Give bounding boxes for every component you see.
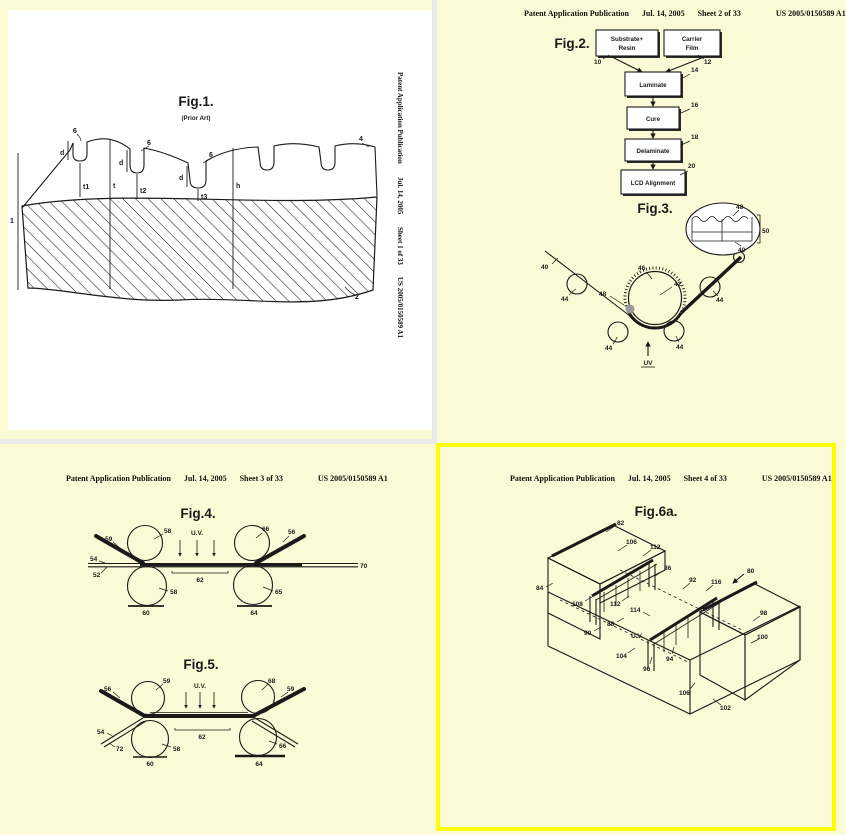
ref-114: 114 xyxy=(630,607,641,614)
ref-68: 68 xyxy=(268,678,276,685)
ref-66: 66 xyxy=(262,526,270,533)
fig1-title: Fig.1. xyxy=(178,94,214,109)
fig1-group xyxy=(10,94,377,302)
ref-14: 14 xyxy=(691,67,699,74)
sheet3-header xyxy=(66,474,388,483)
ref-100: 100 xyxy=(757,634,768,641)
ref-54: 54 xyxy=(97,729,105,736)
uv-label: UV xyxy=(643,360,653,367)
flow-box-label: Laminate xyxy=(639,82,667,89)
ref-h: h xyxy=(236,183,241,190)
ref-40: 40 xyxy=(541,264,549,271)
ref-44: 44 xyxy=(716,297,724,304)
ref-t2: t2 xyxy=(140,188,147,195)
ref-20: 20 xyxy=(688,163,696,170)
ref-42: 42 xyxy=(674,281,682,288)
fig2-flowchart xyxy=(554,30,722,196)
publication-date: Jul. 14, 2005 xyxy=(627,474,671,483)
ref-12: 12 xyxy=(704,59,712,66)
ref-88: 88 xyxy=(607,621,615,628)
sheet4-header xyxy=(510,474,832,483)
flow-box-substrate-resin xyxy=(596,30,658,56)
ref-58: 58 xyxy=(164,528,172,535)
ref-44: 44 xyxy=(676,344,684,351)
fig1-subtitle: (Prior Art) xyxy=(181,115,211,122)
ref-116: 116 xyxy=(711,579,722,586)
fig3-drawing xyxy=(541,201,770,367)
ref-98: 98 xyxy=(760,610,768,617)
publication-label: Patent Application Publication xyxy=(396,72,404,164)
ref-64: 64 xyxy=(255,761,263,768)
ref-106: 106 xyxy=(679,690,690,697)
ref-60: 60 xyxy=(146,761,154,768)
uv-label: U.V. xyxy=(193,683,207,690)
ref-t3: t3 xyxy=(201,194,208,201)
ref-t1: t1 xyxy=(83,184,90,191)
uv-label: U.V. xyxy=(190,530,204,537)
ref-65: 65 xyxy=(275,589,283,596)
publication-label: Patent Application Publication xyxy=(66,474,171,483)
ref-94: 94 xyxy=(666,656,674,663)
fig6a-title: Fig.6a. xyxy=(634,504,678,519)
ref-18: 18 xyxy=(691,134,699,141)
ref-substrate-2: 2 xyxy=(355,294,359,301)
sheet2-header xyxy=(524,9,846,18)
ref-50-inset: 50 xyxy=(762,228,770,235)
ref-groove-6: 6 xyxy=(73,128,77,135)
ref-92: 92 xyxy=(689,577,697,584)
ref-59: 59 xyxy=(163,678,171,685)
ref-70: 70 xyxy=(360,563,368,570)
fig5-title: Fig.5. xyxy=(183,657,219,672)
patent-number: US 2005/0150589 A1 xyxy=(317,474,388,483)
ref-64: 64 xyxy=(250,610,258,617)
publication-date: Jul. 14, 2005 xyxy=(183,474,227,483)
ref-48-inset: 48 xyxy=(736,204,744,211)
ref-112: 112 xyxy=(610,601,621,608)
ref-108: 108 xyxy=(572,601,583,608)
publication-date: Jul. 14, 2005 xyxy=(641,9,685,18)
ref-44: 44 xyxy=(605,345,613,352)
fig2-title: Fig.2. xyxy=(554,36,590,51)
ref-58: 58 xyxy=(173,746,181,753)
patent-number: US 2005/0150589 A1 xyxy=(775,9,846,18)
ref-depth-d: d xyxy=(179,175,184,182)
ref-56: 56 xyxy=(288,529,296,536)
ref-66: 66 xyxy=(279,743,287,750)
ref-groove-6: 6 xyxy=(209,152,213,159)
flow-box-label: Delaminate xyxy=(636,148,670,155)
flow-box-label: Resin xyxy=(618,45,636,52)
ref-72: 72 xyxy=(116,746,124,753)
ref-46: 46 xyxy=(638,265,646,272)
ref-112: 112 xyxy=(650,544,661,551)
fig4-title: Fig.4. xyxy=(180,506,216,521)
ref-59: 59 xyxy=(287,686,295,693)
publication-date: Jul. 14, 2005 xyxy=(396,176,404,214)
ref-106: 106 xyxy=(626,539,637,546)
ref-84: 84 xyxy=(536,585,544,592)
patent-number: US 2005/0150589 A1 xyxy=(396,277,404,339)
ref-59: 59 xyxy=(105,536,113,543)
ref-44: 44 xyxy=(561,296,569,303)
ref-depth-d: d xyxy=(119,160,124,167)
flow-box-label: Cure xyxy=(645,116,661,123)
ref-86: 86 xyxy=(664,565,672,572)
ref-56: 56 xyxy=(104,686,112,693)
publication-label: Patent Application Publication xyxy=(524,9,629,18)
fig4-drawing xyxy=(88,506,368,617)
ref-body-1: 1 xyxy=(10,218,14,225)
ref-82: 82 xyxy=(617,520,625,527)
ref-52: 52 xyxy=(93,572,101,579)
flow-box-label: Carrier xyxy=(681,36,703,43)
ref-102: 102 xyxy=(720,705,731,712)
ref-58: 58 xyxy=(170,589,178,596)
flow-box-label: LCD Alignment xyxy=(630,180,676,187)
ref-104: 104 xyxy=(616,653,627,660)
flow-box-label: Film xyxy=(685,45,699,52)
ref-80: 80 xyxy=(747,568,755,575)
fig3-title: Fig.3. xyxy=(637,201,673,216)
ref-groove-6: 6 xyxy=(147,140,151,147)
sheet-number: Sheet 4 of 33 xyxy=(683,474,727,483)
ref-16: 16 xyxy=(691,102,699,109)
ref-62: 62 xyxy=(198,734,206,741)
ref-62: 62 xyxy=(196,577,204,584)
sheet-number: Sheet 3 of 33 xyxy=(239,474,283,483)
uv-label: U.V. xyxy=(630,633,644,640)
selected-page-highlight xyxy=(436,443,836,831)
sheet-number: Sheet 2 of 33 xyxy=(697,9,741,18)
ref-layer-4: 4 xyxy=(359,136,363,143)
fig5-drawing xyxy=(97,657,304,768)
ref-48: 48 xyxy=(599,291,607,298)
ref-depth-d: d xyxy=(60,150,65,157)
ref-10: 10 xyxy=(594,59,602,66)
ref-60: 60 xyxy=(142,610,150,617)
flow-box-label: Substrate+ xyxy=(610,36,644,43)
ref-40-inset: 40 xyxy=(738,247,746,254)
ref-90: 90 xyxy=(584,630,592,637)
ref-t: t xyxy=(113,183,116,190)
sheet-number: Sheet 1 of 33 xyxy=(396,226,404,265)
ref-96: 96 xyxy=(643,666,651,673)
ref-54: 54 xyxy=(90,556,98,563)
publication-label: Patent Application Publication xyxy=(510,474,615,483)
flow-box-carrier-film xyxy=(664,30,720,56)
patent-number: US 2005/0150589 A1 xyxy=(761,474,832,483)
